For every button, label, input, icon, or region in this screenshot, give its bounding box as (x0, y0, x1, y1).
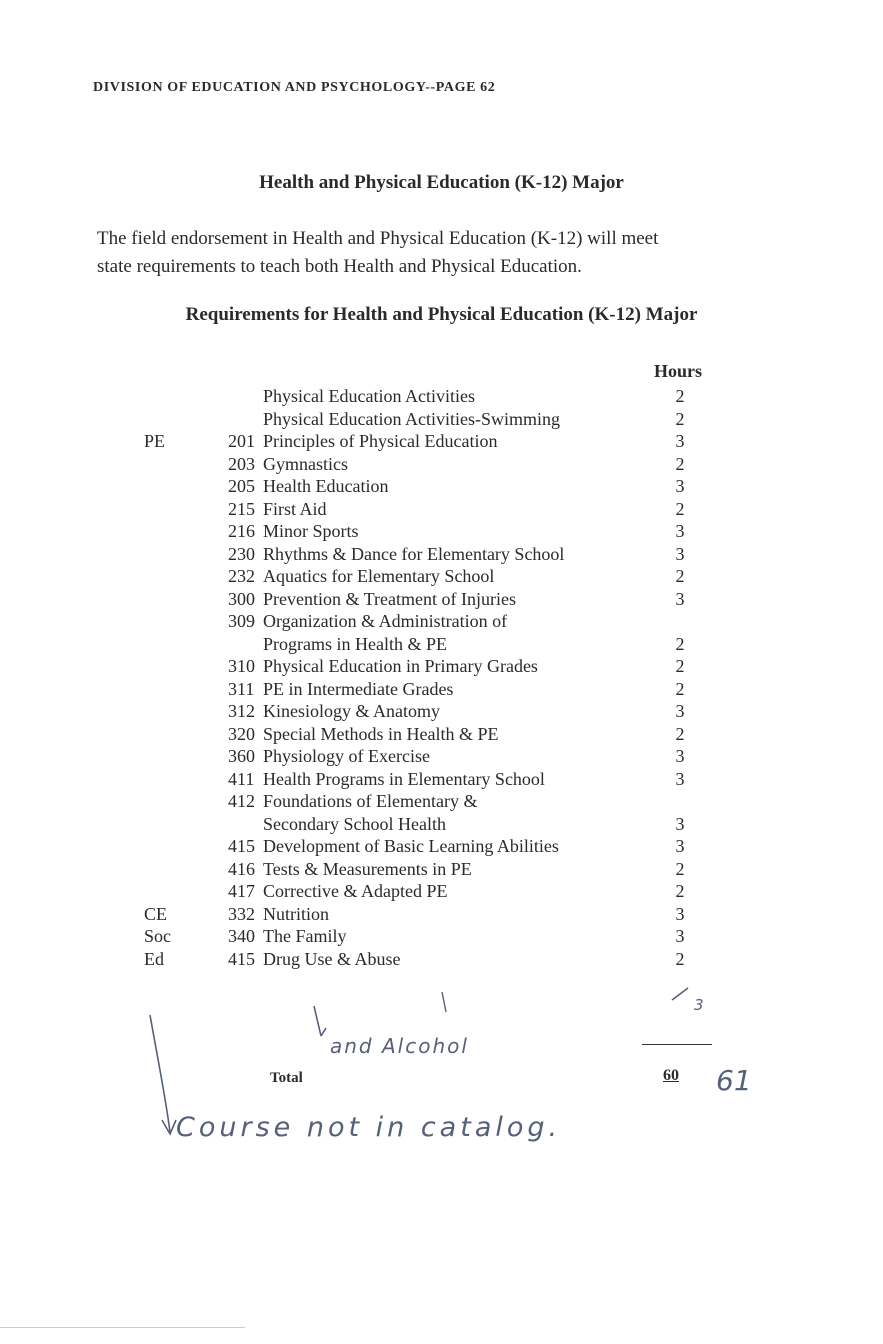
course-hours: 3 (675, 431, 685, 451)
course-number: 203 (228, 453, 255, 474)
course-name: Foundations of Elementary & (263, 791, 478, 811)
course-name: Prevention & Treatment of Injuries (263, 588, 516, 609)
course-hours: 3 (675, 746, 685, 766)
course-dept: PE (144, 431, 166, 451)
arrow-line-mark (150, 1015, 170, 1132)
course-name: PE in Intermediate Grades (263, 678, 454, 699)
course-hours: 2 (675, 386, 685, 406)
table-row (0, 430, 883, 453)
course-name: Principles of Physical Education (263, 431, 498, 451)
course-name: Physical Education in Primary Grades (263, 656, 538, 676)
section-title: Health and Physical Education (K-12) Major (259, 172, 624, 193)
table-row (0, 925, 883, 948)
intro-line-2: state requirements to teach both Health and Physical Education. (97, 256, 582, 277)
course-hours: 3 (675, 768, 685, 789)
course-number: 201 (228, 431, 255, 451)
course-hours: 2 (675, 858, 685, 879)
table-row (0, 385, 883, 408)
course-number: 415 (228, 948, 255, 969)
course-number: 311 (228, 678, 255, 699)
course-number: 215 (228, 498, 255, 519)
course-hours: 3 (675, 926, 685, 946)
requirements-title: Requirements for Health and Physical Education (K-12) Major (185, 304, 698, 325)
table-row (0, 453, 883, 476)
course-hours: 2 (675, 678, 685, 699)
course-table (0, 385, 883, 970)
course-number: 300 (228, 588, 255, 609)
course-dept: CE (144, 903, 168, 924)
course-number: 360 (228, 746, 255, 766)
course-name: Drug Use & Abuse (263, 948, 401, 969)
course-name: First Aid (263, 498, 327, 519)
table-row (0, 565, 883, 588)
course-number: 417 (228, 881, 255, 901)
course-name: Special Methods in Health & PE (263, 723, 499, 744)
table-row (0, 948, 883, 971)
table-row (0, 655, 883, 678)
course-name: Health Programs in Elementary School (263, 768, 545, 789)
course-hours: 2 (675, 723, 685, 744)
total-value: 60 (663, 1067, 679, 1084)
intro-line-1: The field endorsement in Health and Physical Education (K-12) will meet (97, 228, 659, 249)
course-name: Physical Education Activities-Swimming (263, 408, 560, 429)
course-name: Nutrition (263, 903, 329, 924)
table-row (0, 768, 883, 791)
table-row (0, 610, 883, 633)
course-name: Tests & Measurements in PE (263, 858, 472, 879)
strike-mark (672, 988, 688, 1000)
course-hours: 2 (675, 408, 685, 429)
course-hours: 2 (675, 881, 685, 901)
table-row (0, 588, 883, 611)
table-row (0, 903, 883, 926)
table-row (0, 520, 883, 543)
course-name: Health Education (263, 476, 389, 496)
course-hours: 3 (675, 543, 685, 564)
course-number: 332 (228, 903, 255, 924)
course-number: 310 (228, 656, 255, 676)
course-number: 411 (228, 768, 255, 789)
course-number: 416 (228, 858, 255, 879)
intro-paragraph (97, 225, 797, 281)
table-row (0, 790, 883, 813)
handwritten-note: Course not in catalog. (176, 1112, 562, 1143)
course-hours: 2 (675, 633, 685, 654)
course-name: Organization & Administration of (263, 611, 508, 631)
course-number: 312 (228, 701, 255, 721)
tick-mark (442, 992, 446, 1012)
table-row (0, 880, 883, 903)
course-hours: 2 (675, 453, 685, 474)
arrow-head-mark (162, 1120, 176, 1134)
course-name: Aquatics for Elementary School (263, 566, 495, 586)
table-row (0, 813, 883, 836)
course-name: Programs in Health & PE (263, 633, 447, 654)
course-hours: 2 (675, 656, 685, 676)
course-hours: 2 (675, 948, 685, 969)
course-name: Physical Education Activities (263, 386, 475, 406)
table-row (0, 543, 883, 566)
course-name: Physiology of Exercise (263, 746, 430, 766)
course-hours: 3 (675, 521, 685, 541)
total-label: Total (270, 1070, 303, 1086)
course-number: 320 (228, 723, 255, 744)
course-hours: 3 (675, 903, 685, 924)
total-rule (642, 1044, 712, 1045)
hours-column-header: Hours (654, 361, 703, 381)
handwritten-corrected-total: 61 (716, 1064, 752, 1097)
course-name: The Family (263, 926, 347, 946)
table-row (0, 498, 883, 521)
course-hours: 3 (675, 836, 685, 856)
footer-rule (0, 1327, 245, 1328)
table-row (0, 633, 883, 656)
course-name: Gymnastics (263, 453, 348, 474)
course-dept: Soc (144, 926, 171, 946)
course-hours: 3 (675, 588, 685, 609)
course-name: Kinesiology & Anatomy (263, 701, 440, 721)
table-row (0, 408, 883, 431)
table-row (0, 835, 883, 858)
table-row (0, 678, 883, 701)
handwritten-corrected-hours: 3 (694, 996, 704, 1014)
course-name: Development of Basic Learning Abilities (263, 836, 559, 856)
course-number: 309 (228, 611, 255, 631)
course-name: Secondary School Health (263, 813, 446, 834)
table-row (0, 700, 883, 723)
course-number: 340 (228, 926, 255, 946)
course-number: 205 (228, 476, 255, 496)
table-row (0, 745, 883, 768)
course-number: 412 (228, 791, 255, 811)
course-hours: 3 (675, 701, 685, 721)
course-name: Rhythms & Dance for Elementary School (263, 543, 565, 564)
table-row (0, 475, 883, 498)
course-name: Corrective & Adapted PE (263, 881, 448, 901)
course-name: Minor Sports (263, 521, 359, 541)
course-dept: Ed (144, 948, 164, 969)
course-hours: 2 (675, 566, 685, 586)
insertion-caret-mark (314, 1006, 326, 1036)
course-hours: 3 (675, 476, 685, 496)
handwritten-insert: and Alcohol (330, 1034, 469, 1058)
course-number: 415 (228, 836, 255, 856)
course-number: 230 (228, 543, 255, 564)
course-number: 232 (228, 566, 255, 586)
course-hours: 2 (675, 498, 685, 519)
page-header: DIVISION OF EDUCATION AND PSYCHOLOGY--PAGE 62 (93, 80, 496, 95)
table-row (0, 858, 883, 881)
table-row (0, 723, 883, 746)
course-number: 216 (228, 521, 255, 541)
course-hours: 3 (675, 813, 685, 834)
